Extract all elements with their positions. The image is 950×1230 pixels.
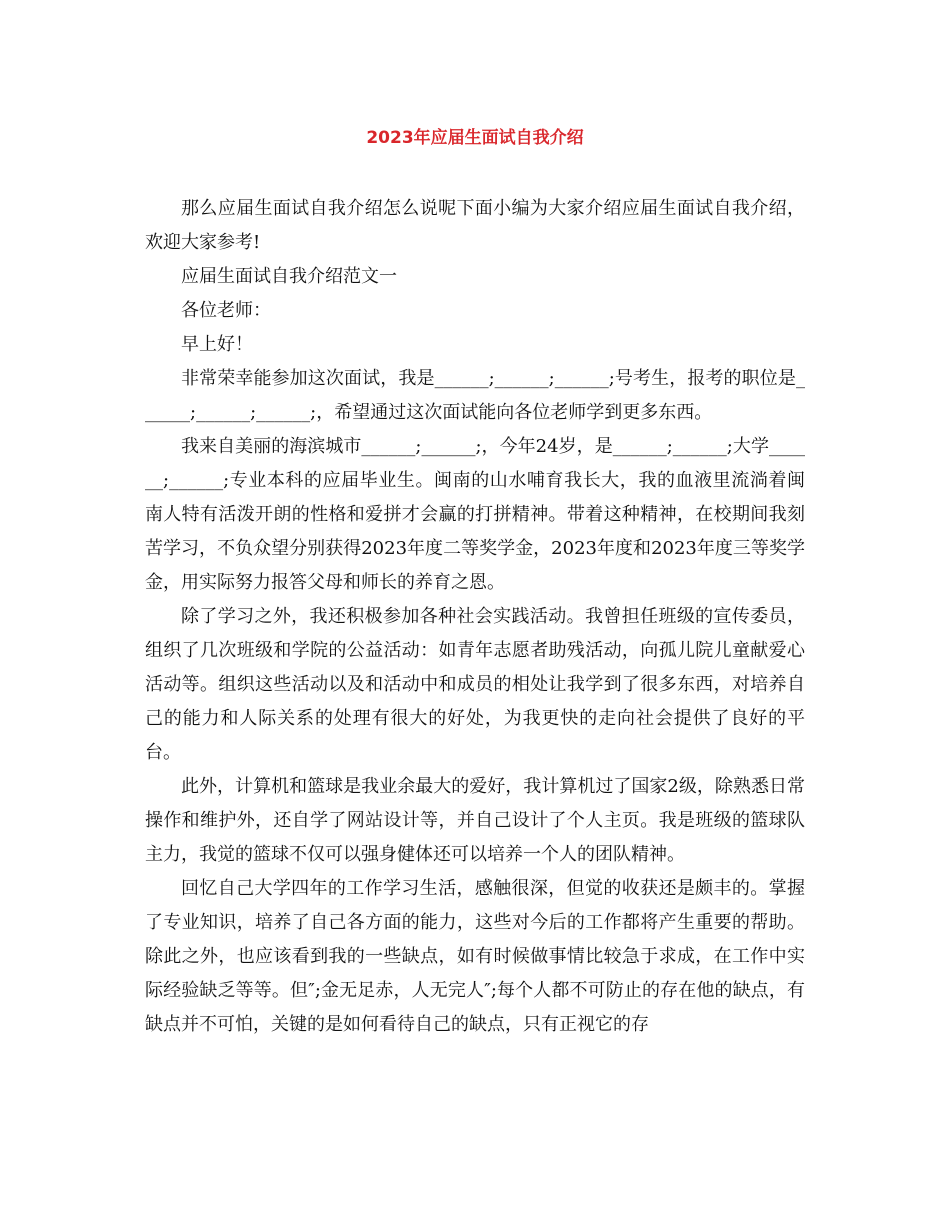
- paragraph-background: 我来自美丽的海滨城市______;______;，今年24岁，是______;______;大学______;______;专业本科的应届毕业生。闽南的山水哺育我长大，我的血液里流淌着闽南人特有活泼开朗的性格和爱拼才会赢的打拼精神。带着这种精神，在校期间我刻苦学习，不负众望分别获得2023年度二等奖学金，2023年度和2023年度三等奖学金，用实际努力报答父母和师长的养育之恩。: [145, 436, 805, 593]
- paragraph-reflection: 回忆自己大学四年的工作学习生活，感触很深，但觉的收获还是颇丰的。掌握了专业知识，培养了自己各方面的能力，这些对今后的工作都将产生重要的帮助。除此之外，也应该看到我的一些缺点，如有时候做事情比较急于求成，在工作中实际经验缺乏等等。但″;金无足赤，人无完人″;每个人都不可防止的存在他的缺点，有缺点并不可怕，关键的是如何看待自己的缺点，只有正视它的存: [145, 878, 805, 1035]
- paragraph-activities: 除了学习之外，我还积极参加各种社会实践活动。我曾担任班级的宣传委员，组织了几次班级和学院的公益活动：如青年志愿者助残活动，向孤儿院儿童献爱心活动等。组织这些活动以及和活动中和成员的相处让我学到了很多东西，对培养自己的能力和人际关系的处理有很大的好处，为我更快的走向社会提供了良好的平台。: [145, 606, 805, 763]
- document-title: 2023年应届生面试自我介绍: [366, 128, 584, 148]
- paragraph-self-intro: 非常荣幸能参加这次面试，我是______;______;______;号考生，报考的职位是______;______;______;，希望通过这次面试能向各位老师学到更多东西。: [145, 368, 805, 423]
- paragraph-greeting: 早上好！: [181, 334, 253, 355]
- paragraph-hobbies: 此外，计算机和篮球是我业余最大的爱好，我计算机过了国家2级，除熟悉日常操作和维护外，还自学了网站设计等，并自己设计了个人主页。我是班级的篮球队主力，我觉的篮球不仅可以强身健体还可以培养一个人的团队精神。: [145, 776, 805, 865]
- paragraph-salutation: 各位老师：: [181, 300, 271, 321]
- paragraph-intro: 那么应届生面试自我介绍怎么说呢下面小编为大家介绍应届生面试自我介绍，欢迎大家参考!: [145, 198, 805, 253]
- document-body: [145, 192, 805, 1042]
- paragraph-sample-heading: 应届生面试自我介绍范文一: [181, 266, 397, 287]
